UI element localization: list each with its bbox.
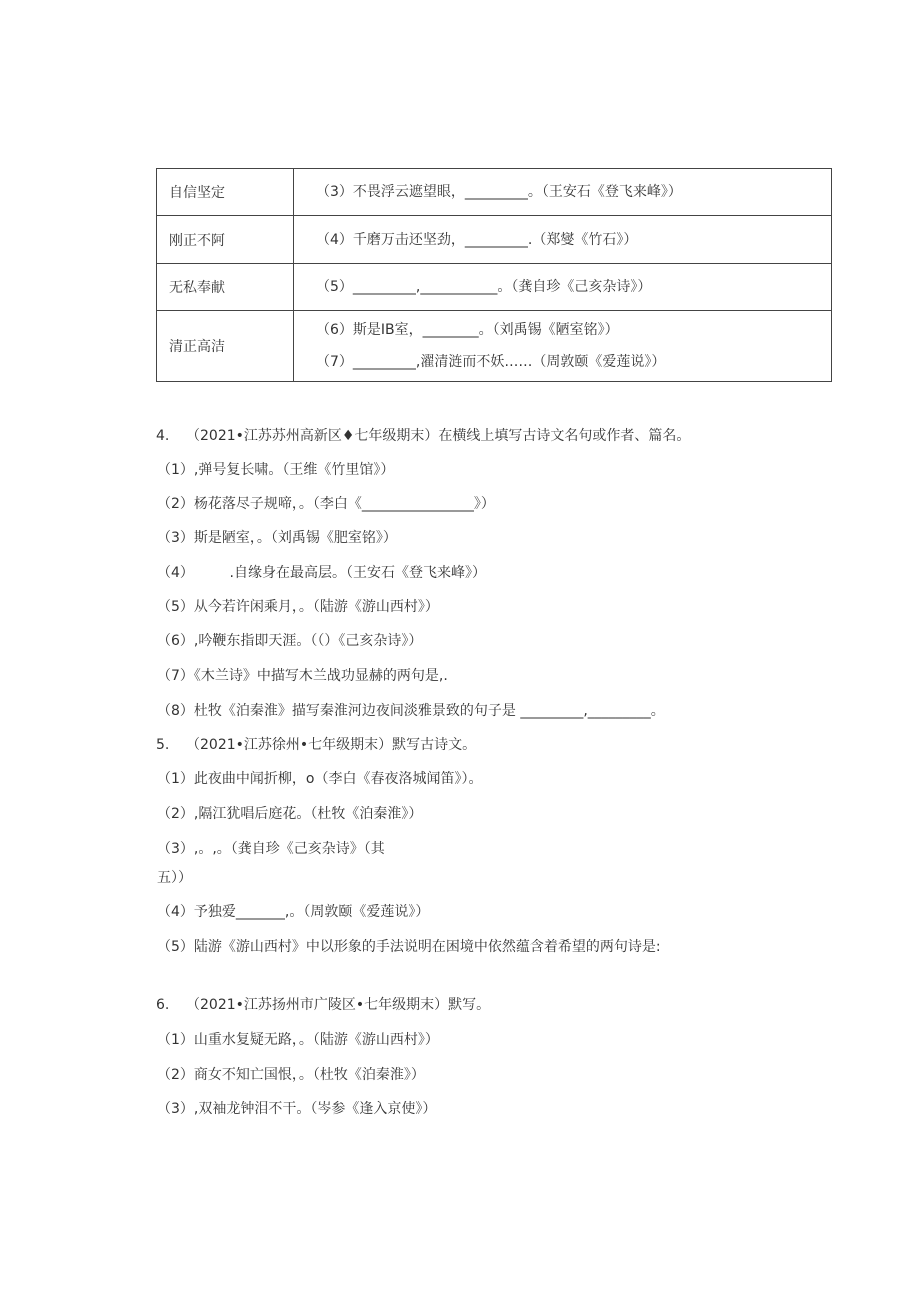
table-row [157, 311, 832, 382]
table-row [157, 169, 832, 216]
table-row [157, 264, 832, 311]
theme-cell: 刚正不阿 [157, 216, 294, 264]
question-item: （1）此夜曲中闻折柳，o（李白《春夜洛城闻笛》）。 [157, 771, 483, 787]
question-5-heading [156, 735, 476, 755]
question-4-heading [156, 426, 690, 446]
poem-cell [294, 264, 832, 311]
question-number: 6. [156, 997, 170, 1013]
question-item: （5）陆游《游山西村》中以形象的手法说明在困境中依然蕴含着希望的两句诗是: [157, 939, 661, 955]
question-item: （2）杨花落尽子规啼，。（李白《________________》） [157, 496, 495, 512]
question-item: 五）） [157, 870, 192, 886]
poem-cell [294, 311, 832, 382]
question-item: （2）商女不知亡国恨，。（杜牧《泊秦淮》） [157, 1067, 425, 1083]
question-item: （6）,吟鞭东指即天涯。（（）《己亥杂诗》） [157, 633, 423, 649]
question-title: （2021•江苏徐州•七年级期末）默写古诗文。 [186, 737, 477, 753]
poem-line: （6）斯是IB室，________。（刘禹锡《陋室铭》） [316, 322, 619, 338]
poem-cell [294, 169, 832, 216]
question-number: 4. [156, 428, 170, 444]
poem-line: （7）_________,濯清涟而不妖……（周敦颐《爱莲说》） [316, 354, 666, 370]
question-item: （1）山重水复疑无路，。（陆游《游山西村》） [157, 1032, 439, 1048]
theme-cell: 清正高洁 [157, 311, 294, 382]
question-item: （8）杜牧《泊秦淮》描写秦淮河边夜间淡雅景致的句子是 _________,_________。 [157, 703, 665, 719]
question-item: （3）,双袖龙钟泪不干。（岑参《逢入京使》） [157, 1101, 437, 1117]
question-item: （3）斯是陋室，。（刘禹锡《肥室铭》） [157, 530, 397, 546]
question-item: （3）,。,。（龚自珍《己亥杂诗》（其 [157, 841, 385, 857]
question-item: （4）予独爱_______,。（周敦颐《爱莲说》） [157, 904, 430, 920]
question-item: （2）,隔江犹唱后庭花。（杜牧《泊秦淮》） [157, 806, 423, 822]
poem-cell [294, 216, 832, 264]
table-row [157, 216, 832, 264]
question-title: （2021•江苏苏州高新区♦七年级期末）在横线上填写古诗文名句或作者、篇名。 [186, 428, 691, 444]
theme-cell: 自信坚定 [157, 169, 294, 216]
poem-line: （5）_________,___________。（龚自珍《己亥杂诗》） [316, 279, 652, 295]
question-number: 5. [156, 737, 170, 753]
poem-line: （4）千磨万击还坚劲，_________.（郑燮《竹石》） [316, 231, 638, 248]
question-6-heading [156, 995, 490, 1015]
question-item: （1）,弹号复长啸。（王维《竹里馆》） [157, 462, 395, 478]
virtue-poem-table [156, 168, 832, 382]
theme-cell: 无私奉献 [157, 264, 294, 311]
question-item: （4） .自缘身在最高层。（王安石《登飞来峰》） [157, 565, 486, 581]
question-title: （2021•江苏扬州市广陵区•七年级期末）默写。 [186, 997, 491, 1013]
question-item: （7）《木兰诗》中描写木兰战功显赫的两句是,. [157, 668, 448, 684]
question-item: （5）从今若许闲乘月，。（陆游《游山西村》） [157, 599, 439, 615]
poem-line: （3）不畏浮云遮望眼，_________。（王安石《登飞来峰》） [316, 184, 682, 200]
